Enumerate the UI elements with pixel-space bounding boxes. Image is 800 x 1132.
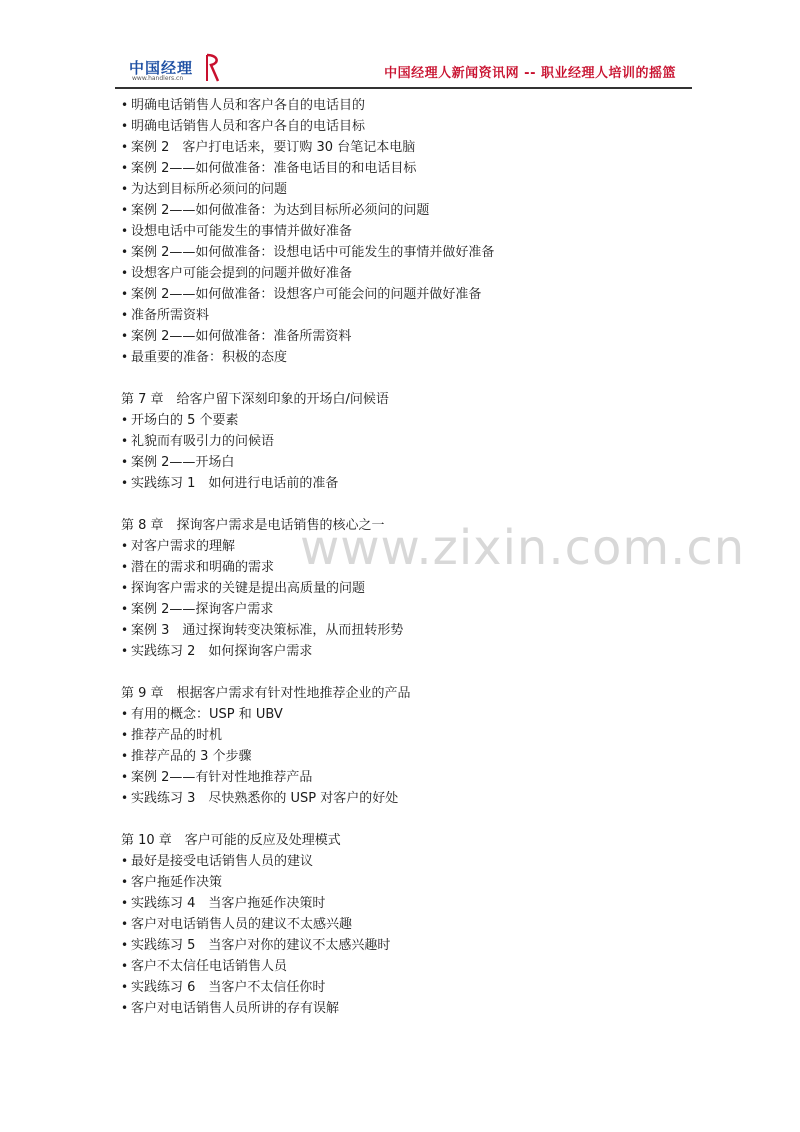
bullet-icon: •	[121, 161, 129, 175]
list-item-text: 案例 2——开场白	[131, 455, 235, 470]
header-tagline: 中国经理人新闻资讯网 -- 职业经理人培训的摇篮	[384, 66, 676, 81]
bullet-icon: •	[121, 581, 129, 595]
chapter-section	[121, 830, 641, 1019]
bullet-icon: •	[121, 896, 129, 910]
list-item	[121, 935, 641, 956]
list-item	[121, 914, 641, 935]
list-item-text: 案例 2——如何做准备：为达到目标所必须问的问题	[131, 203, 430, 218]
bullet-icon: •	[121, 644, 129, 658]
list-item-text: 礼貌而有吸引力的问候语	[131, 434, 275, 449]
logo-url: www.handlers.cn	[132, 75, 184, 82]
bullet-icon: •	[121, 560, 129, 574]
list-item-text: 实践练习 3 尽快熟悉你的 USP 对客户的好处	[131, 791, 399, 806]
list-item-text: 案例 2——如何做准备：准备电话目的和电话目标	[131, 161, 417, 176]
list-item	[121, 347, 641, 368]
list-item	[121, 893, 641, 914]
bullet-icon: •	[121, 980, 129, 994]
list-item	[121, 452, 641, 473]
list-item	[121, 473, 641, 494]
list-item	[121, 788, 641, 809]
list-item	[121, 137, 641, 158]
bullet-icon: •	[121, 539, 129, 553]
chapter-section	[121, 95, 641, 368]
list-item-text: 案例 3 通过探询转变决策标准，从而扭转形势	[131, 623, 404, 638]
chapter-section	[121, 515, 641, 662]
chapter-title: 第 9 章 根据客户需求有针对性地推荐企业的产品	[121, 686, 411, 701]
list-item-text: 客户拖延作决策	[131, 875, 223, 890]
list-item	[121, 872, 641, 893]
list-item	[121, 410, 641, 431]
bullet-icon: •	[121, 623, 129, 637]
list-item	[121, 620, 641, 641]
list-item	[121, 326, 641, 347]
list-item-text: 案例 2——如何做准备：设想客户可能会问的问题并做好准备	[131, 287, 482, 302]
list-item	[121, 158, 641, 179]
list-item-text: 开场白的 5 个要素	[131, 413, 239, 428]
list-item-text: 为达到目标所必须问的问题	[131, 182, 288, 197]
logo	[129, 53, 229, 87]
bullet-icon: •	[121, 413, 129, 427]
list-item	[121, 977, 641, 998]
bullet-icon: •	[121, 329, 129, 343]
chapter-title: 第 7 章 给客户留下深刻印象的开场白/问候语	[121, 392, 389, 407]
bullet-icon: •	[121, 350, 129, 364]
list-item-text: 探询客户需求的关键是提出高质量的问题	[131, 581, 366, 596]
list-item	[121, 578, 641, 599]
list-item-text: 案例 2——如何做准备：设想电话中可能发生的事情并做好准备	[131, 245, 495, 260]
list-item	[121, 767, 641, 788]
list-item-text: 客户不太信任电话销售人员	[131, 959, 288, 974]
page-header	[115, 50, 692, 92]
list-item-text: 客户对电话销售人员所讲的存有误解	[131, 1001, 340, 1016]
bullet-icon: •	[121, 854, 129, 868]
list-item-text: 案例 2——有针对性地推荐产品	[131, 770, 313, 785]
list-item	[121, 431, 641, 452]
list-item	[121, 221, 641, 242]
list-item	[121, 305, 641, 326]
chapter-section	[121, 389, 641, 494]
list-item-text: 实践练习 1 如何进行电话前的准备	[131, 476, 339, 491]
list-item	[121, 116, 641, 137]
list-item-text: 实践练习 4 当客户拖延作决策时	[131, 896, 326, 911]
chapter-section	[121, 683, 641, 809]
list-item-text: 设想客户可能会提到的问题并做好准备	[131, 266, 353, 281]
list-item	[121, 263, 641, 284]
bullet-icon: •	[121, 224, 129, 238]
list-item	[121, 284, 641, 305]
header-divider	[115, 87, 692, 89]
list-item-text: 准备所需资料	[131, 308, 210, 323]
bullet-icon: •	[121, 266, 129, 280]
list-item	[121, 725, 641, 746]
list-item-text: 设想电话中可能发生的事情并做好准备	[131, 224, 353, 239]
chapter-title: 第 8 章 探询客户需求是电话销售的核心之一	[121, 518, 385, 533]
list-item	[121, 599, 641, 620]
bullet-icon: •	[121, 287, 129, 301]
list-item	[121, 956, 641, 977]
list-item-text: 推荐产品的 3 个步骤	[131, 749, 252, 764]
logo-text: 中国经理	[129, 59, 194, 77]
bullet-icon: •	[121, 791, 129, 805]
list-item-text: 推荐产品的时机	[131, 728, 223, 743]
bullet-icon: •	[121, 728, 129, 742]
logo-mark-icon	[202, 53, 224, 83]
bullet-icon: •	[121, 119, 129, 133]
bullet-icon: •	[121, 938, 129, 952]
bullet-icon: •	[121, 245, 129, 259]
list-item-text: 明确电话销售人员和客户各自的电话目标	[131, 119, 366, 134]
bullet-icon: •	[121, 707, 129, 721]
list-item-text: 明确电话销售人员和客户各自的电话目的	[131, 98, 366, 113]
bullet-icon: •	[121, 917, 129, 931]
bullet-icon: •	[121, 98, 129, 112]
list-item	[121, 851, 641, 872]
watermark: www.zixin.com.cn	[300, 520, 746, 576]
bullet-icon: •	[121, 875, 129, 889]
bullet-icon: •	[121, 749, 129, 763]
list-item	[121, 179, 641, 200]
list-item	[121, 557, 641, 578]
bullet-icon: •	[121, 455, 129, 469]
bullet-icon: •	[121, 1001, 129, 1015]
bullet-icon: •	[121, 140, 129, 154]
list-item	[121, 998, 641, 1019]
list-item	[121, 95, 641, 116]
bullet-icon: •	[121, 602, 129, 616]
document-body	[121, 95, 641, 1019]
list-item	[121, 242, 641, 263]
list-item-text: 实践练习 5 当客户对你的建议不太感兴趣时	[131, 938, 391, 953]
bullet-icon: •	[121, 434, 129, 448]
list-item	[121, 704, 641, 725]
list-item-text: 最好是接受电话销售人员的建议	[131, 854, 314, 869]
list-item-text: 最重要的准备：积极的态度	[131, 350, 288, 365]
bullet-icon: •	[121, 308, 129, 322]
list-item	[121, 536, 641, 557]
list-item-text: 案例 2——如何做准备：准备所需资料	[131, 329, 352, 344]
bullet-icon: •	[121, 476, 129, 490]
list-item-text: 实践练习 2 如何探询客户需求	[131, 644, 313, 659]
bullet-icon: •	[121, 770, 129, 784]
list-item	[121, 746, 641, 767]
bullet-icon: •	[121, 182, 129, 196]
bullet-icon: •	[121, 959, 129, 973]
list-item	[121, 200, 641, 221]
list-item-text: 潜在的需求和明确的需求	[131, 560, 275, 575]
chapter-title: 第 10 章 客户可能的反应及处理模式	[121, 833, 341, 848]
list-item	[121, 641, 641, 662]
bullet-icon: •	[121, 203, 129, 217]
list-item-text: 案例 2——探询客户需求	[131, 602, 274, 617]
list-item-text: 客户对电话销售人员的建议不太感兴趣	[131, 917, 353, 932]
list-item-text: 有用的概念：USP 和 UBV	[131, 707, 283, 722]
list-item-text: 对客户需求的理解	[131, 539, 236, 554]
list-item-text: 实践练习 6 当客户不太信任你时	[131, 980, 326, 995]
list-item-text: 案例 2 客户打电话来，要订购 30 台笔记本电脑	[131, 140, 416, 155]
